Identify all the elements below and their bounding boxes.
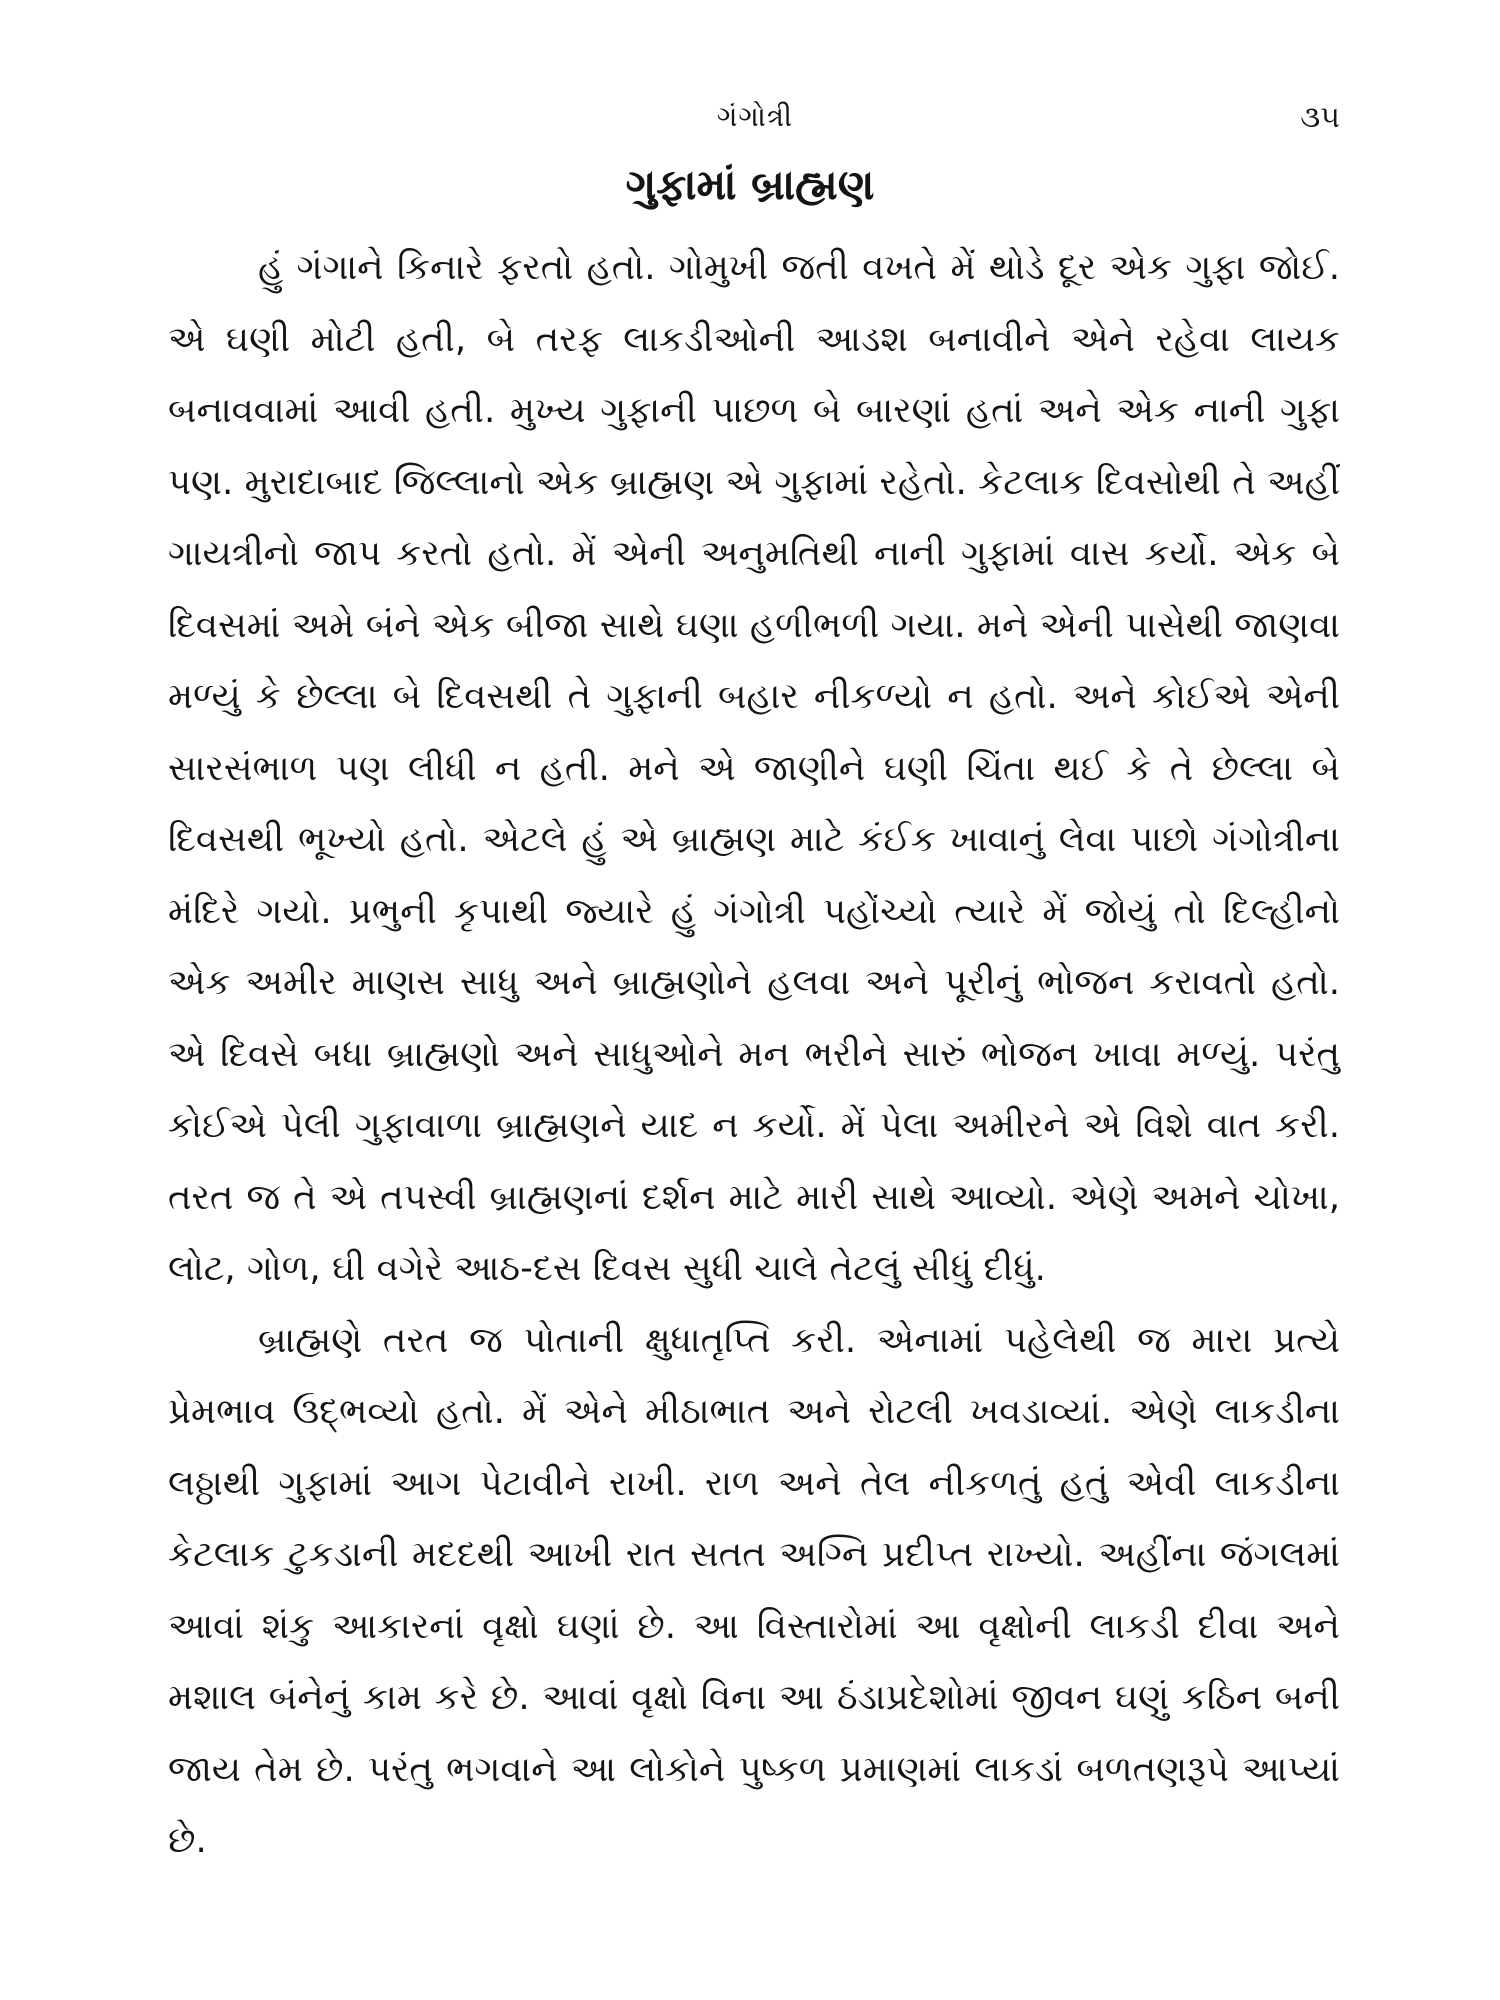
running-header [170, 100, 1340, 140]
body-text [168, 232, 1340, 1877]
chapter-title: ગુફામાં બ્રાહ્મણ [625, 160, 875, 209]
paragraph-2: બ્રાહ્મણે તરત જ પોતાની ક્ષુધાતૃપ્તિ કરી. એનામાં પહેલેથી જ મારા પ્રત્યે પ્રેમભાવ ઉદ્ભવ્યો હતો. મેં એને મીઠાભાત અને રોટલી ખવડાવ્યાં. એણે લાકડીના લઠ્ઠાથી ગુફામાં આગ પેટાવીને રાખી. રાળ અને તેલ નીકળતું હતું એવી લાકડીના કેટલાક ટુકડાની મદદથી આખી રાત સતત અગ્નિ પ્રદીપ્ત રાખ્યો. અહીંના જંગલમાં આવાં શંકુ આકારનાં વૃક્ષો ઘણાં છે. આ વિસ્તારોમાં આ વૃક્ષોની લાકડી દીવા અને મશાલ બંનેનું કામ કરે છે. આવાં વૃક્ષો વિના આ ઠંડાપ્રદેશોમાં જીવન ઘણું કઠિન બની જાય તેમ છે. પરંતુ ભગવાને આ લોકોને પુષ્કળ પ્રમાણમાં લાકડાં બળતણરૂપે આપ્યાં છે. [168, 1319, 1340, 1861]
running-title: ગંગોત્રી [716, 100, 794, 133]
page-number: ૩૫ [1300, 100, 1340, 135]
paragraph-1: હું ગંગાને કિનારે ફરતો હતો. ગોમુખી જતી વખતે મેં થોડે દૂર એક ગુફા જોઈ. એ ઘણી મોટી હતી, બે તરફ લાકડીઓની આડશ બનાવીને એને રહેવા લાયક બનાવવામાં આવી હતી. મુખ્ય ગુફાની પાછળ બે બારણાં હતાં અને એક નાની ગુફા પણ. મુરાદાબાદ જિલ્લાનો એક બ્રાહ્મણ એ ગુફામાં રહેતો. કેટલાક દિવસોથી તે અહીં ગાયત્રીનો જાપ કરતો હતો. મેં એની અનુમતિથી નાની ગુફામાં વાસ કર્યો. એક બે દિવસમાં અમે બંને એક બીજા સાથે ઘણા હળીભળી ગયા. મને એની પાસેથી જાણવા મળ્યું કે છેલ્લા બે દિવસથી તે ગુફાની બહાર નીકળ્યો ન હતો. અને કોઈએ એની સારસંભાળ પણ લીધી ન હતી. મને એ જાણીને ઘણી ચિંતા થઈ કે તે છેલ્લા બે દિવસથી ભૂખ્યો હતો. એટલે હું એ બ્રાહ્મણ માટે કંઈક ખાવાનું લેવા પાછો ગંગોત્રીના મંદિરે ગયો. પ્રભુની કૃપાથી જ્યારે હું ગંગોત્રી પહોંચ્યો ત્યારે મેં જોયું તો દિલ્હીનો એક અમીર માણસ સાધુ અને બ્રાહ્મણોને હલવા અને પૂરીનું ભોજન કરાવતો હતો. એ દિવસે બધા બ્રાહ્મણો અને સાધુઓને મન ભરીને સારું ભોજન ખાવા મળ્યું. પરંતુ કોઈએ પેલી ગુફાવાળા બ્રાહ્મણને યાદ ન કર્યો. મેં પેલા અમીરને એ વિશે વાત કરી. તરત જ તે એ તપસ્વી બ્રાહ્મણનાં દર્શન માટે મારી સાથે આવ્યો. એણે અમને ચોખા, લોટ, ગોળ, ઘી વગેરે આઠ-દસ દિવસ સુધી ચાલે તેટલું સીધું દીધું. [168, 247, 1340, 1289]
